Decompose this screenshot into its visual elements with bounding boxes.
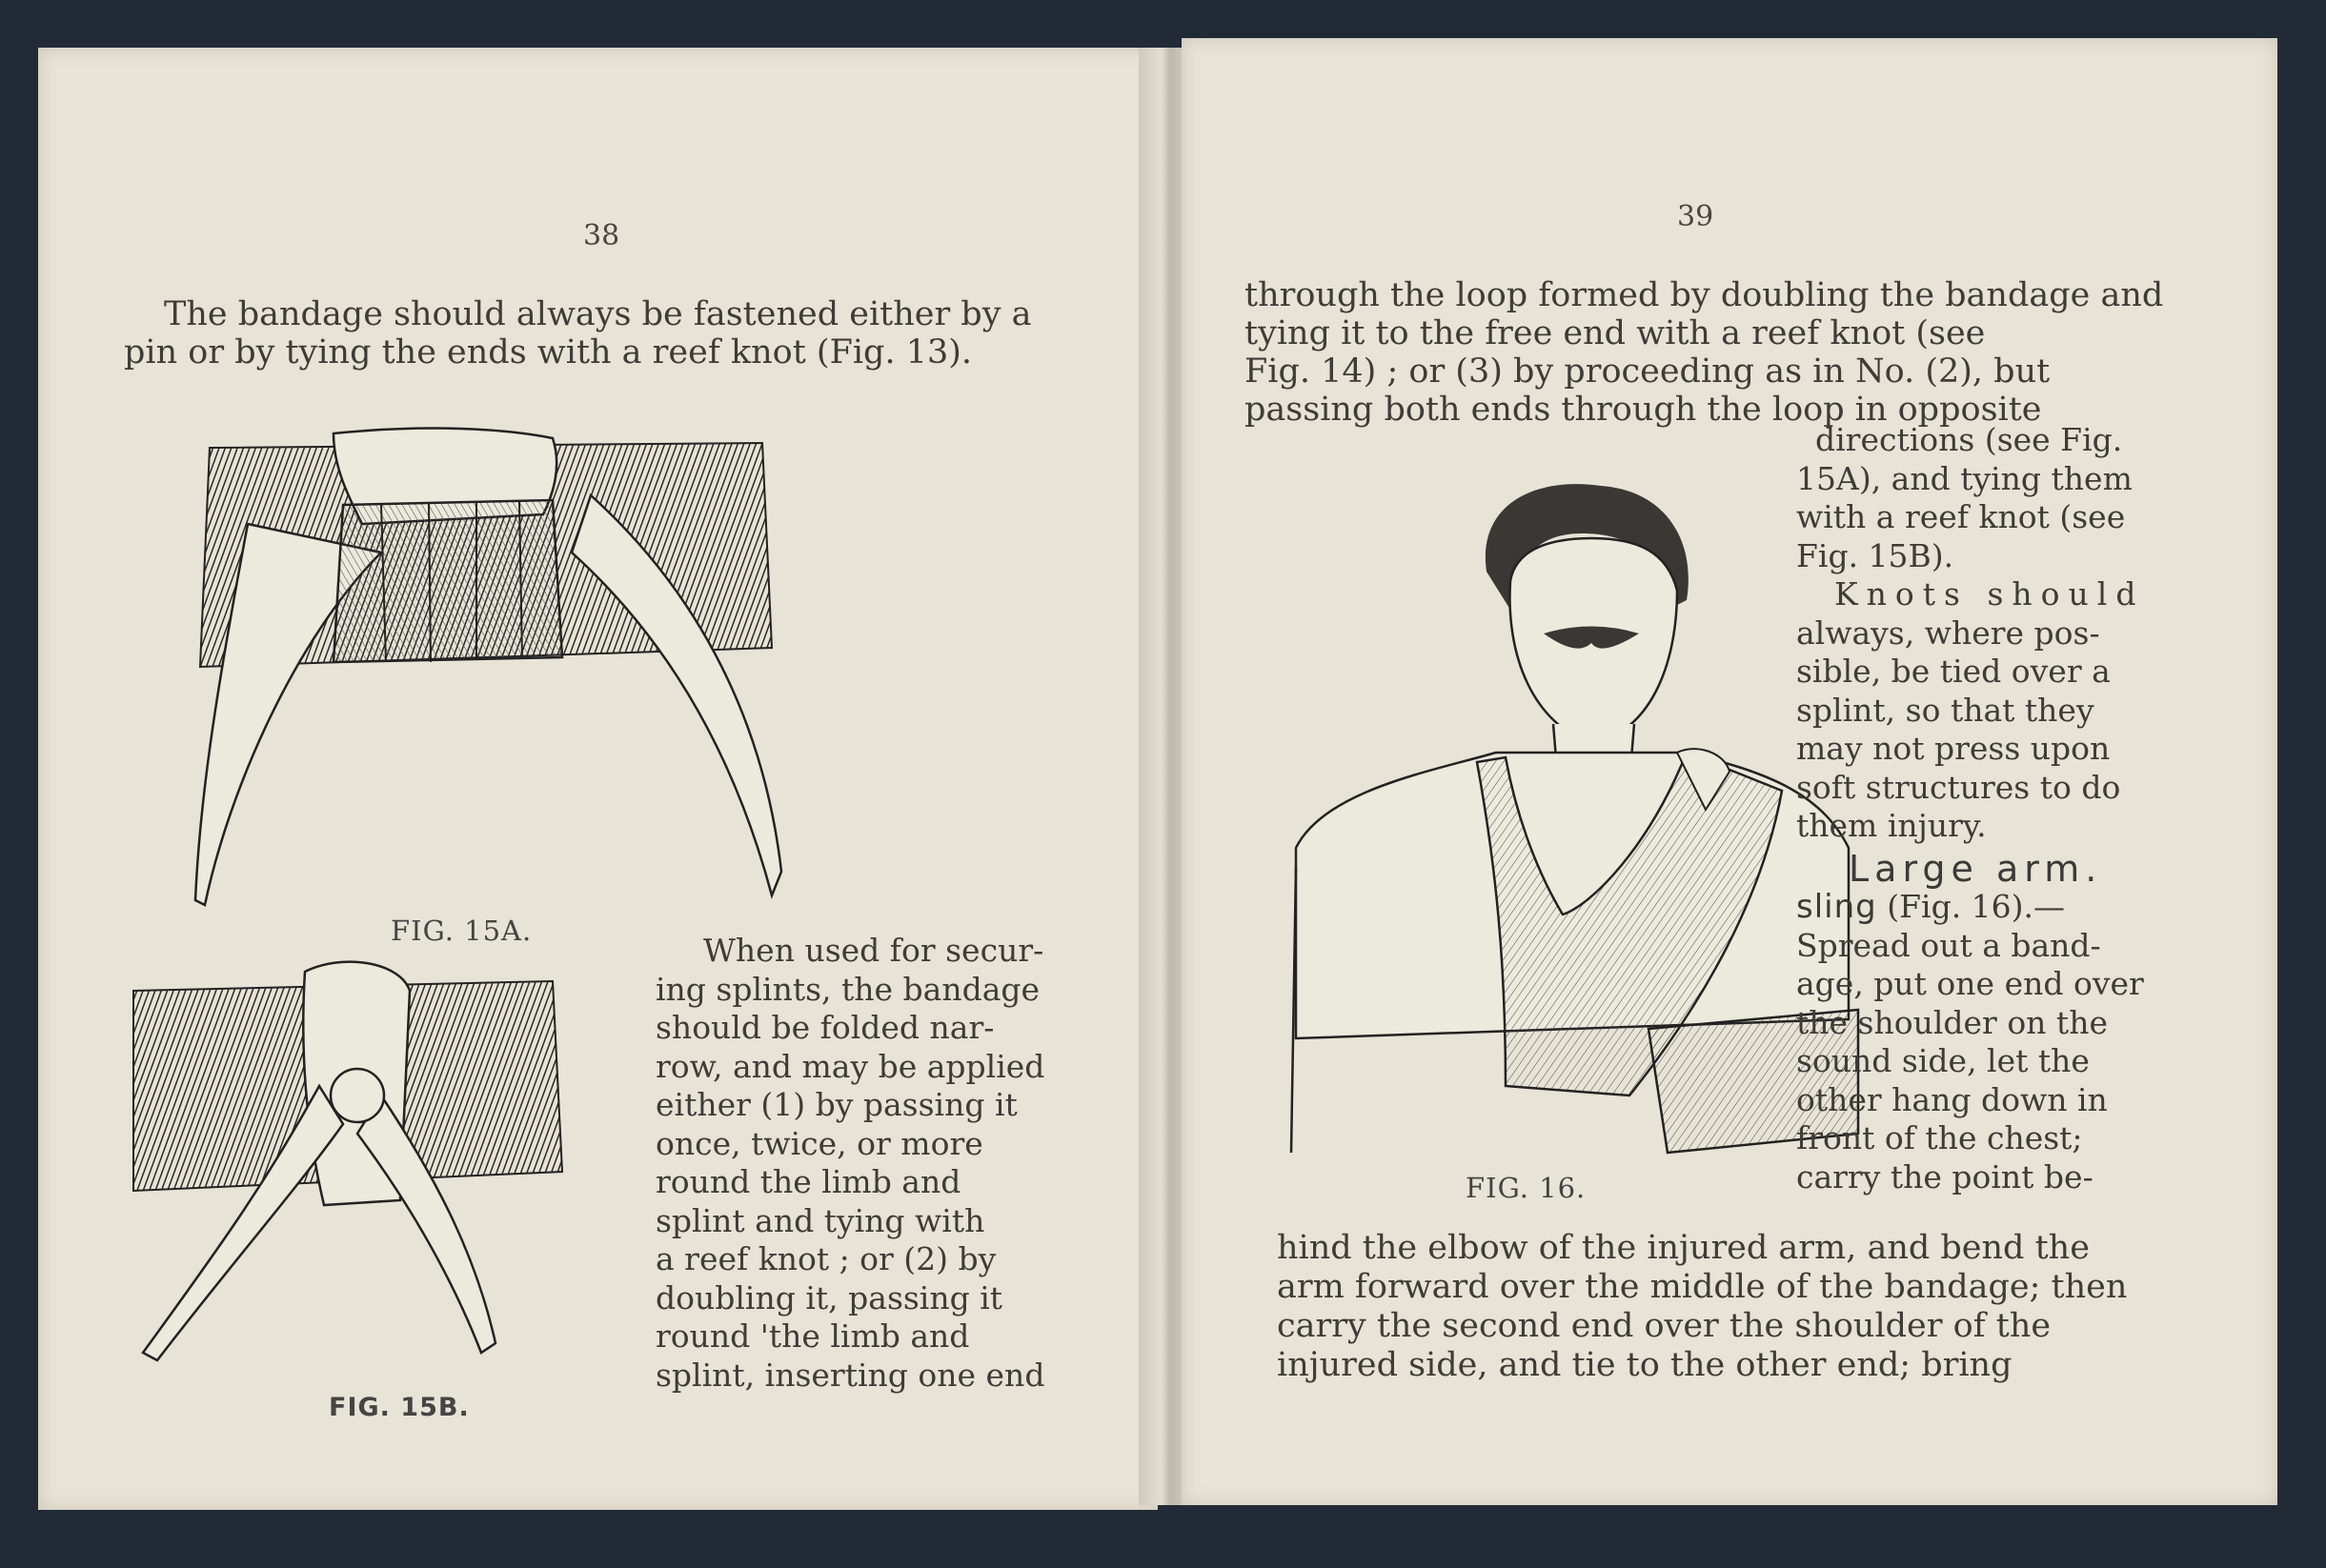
top-line: Fig. 14) ; or (3) by proceeding as in No. (2), but bbox=[1244, 352, 2051, 391]
column-line: splint and tying with bbox=[656, 1201, 985, 1239]
column-line: Fig. 15B). bbox=[1796, 536, 1954, 574]
column-line: either (1) by passing it bbox=[656, 1086, 1018, 1123]
sling-line: age, put one end over bbox=[1796, 965, 2144, 1002]
right-bottom-text bbox=[1277, 1229, 2127, 1385]
column-line: with a reef knot (see bbox=[1796, 498, 2126, 535]
column-line: splint, inserting one end bbox=[656, 1356, 1045, 1394]
column-line: round 'the limb and bbox=[656, 1317, 970, 1355]
left-page-number: 38 bbox=[583, 219, 620, 252]
sling-heading: Large arm. bbox=[1849, 847, 2103, 890]
column-line: row, and may be applied bbox=[656, 1047, 1045, 1085]
sling-heading-word: sling bbox=[1796, 888, 1877, 926]
sling-line: the shoulder on the bbox=[1796, 1003, 2108, 1041]
column-line: once, twice, or more bbox=[656, 1124, 983, 1162]
top-line: passing both ends through the loop in opposite bbox=[1244, 391, 2042, 429]
sling-line: sound side, let the bbox=[1796, 1042, 2090, 1079]
knots-line: splint, so that they bbox=[1796, 691, 2094, 729]
sling-line: other hang down in bbox=[1796, 1080, 2108, 1118]
bottom-line: hind the elbow of the injured arm, and bend the bbox=[1277, 1229, 2090, 1267]
bottom-line: carry the second end over the shoulder of the bbox=[1277, 1307, 2052, 1345]
column-line: should be folded nar- bbox=[656, 1009, 995, 1046]
intro-line: The bandage should always be fastened either by a bbox=[164, 295, 1032, 333]
column-line: When used for secur- bbox=[703, 932, 1044, 969]
sling-line: carry the point be- bbox=[1796, 1157, 2093, 1196]
knots-line: may not press upon bbox=[1796, 730, 2111, 767]
knots-line: always, where pos- bbox=[1796, 613, 2100, 652]
right-top-text bbox=[1244, 276, 2163, 429]
fig-15b-caption: FIG. 15B. bbox=[329, 1393, 470, 1422]
left-column-text bbox=[656, 932, 1044, 1395]
knots-line: soft structures to do bbox=[1796, 768, 2121, 806]
sling-heading-ref: (Fig. 16).— bbox=[1887, 888, 2066, 925]
right-column-text bbox=[1796, 421, 2144, 1196]
fig-15a-caption: FIG. 15A. bbox=[391, 915, 533, 947]
right-page-number: 39 bbox=[1677, 200, 1714, 233]
fig-16-caption: FIG. 16. bbox=[1466, 1172, 1587, 1204]
sling-line: Spread out a band- bbox=[1796, 926, 2101, 964]
left-intro-text bbox=[124, 295, 1031, 372]
column-line: ing splints, the bandage bbox=[656, 970, 1041, 1008]
knots-line: them injury. bbox=[1796, 807, 1987, 844]
knots-line: sible, be tied over a bbox=[1796, 653, 2111, 690]
bottom-line: arm forward over the middle of the bandage; then bbox=[1277, 1268, 2128, 1306]
column-line: doubling it, passing it bbox=[656, 1278, 1003, 1317]
bottom-line: injured side, and tie to the other end; bring bbox=[1277, 1346, 2012, 1384]
sling-line: front of the chest; bbox=[1796, 1119, 2083, 1156]
top-line: tying it to the free end with a reef knot (see bbox=[1244, 314, 1986, 352]
column-line: directions (see Fig. bbox=[1815, 421, 2123, 458]
left-page bbox=[38, 48, 1158, 1510]
sling-heading-line bbox=[1796, 888, 2144, 927]
right-page bbox=[1182, 38, 2277, 1505]
column-line: round the limb and bbox=[656, 1163, 961, 1200]
fig-15b-illustration bbox=[114, 934, 572, 1381]
top-line: through the loop formed by doubling the bandage and bbox=[1244, 276, 2164, 314]
column-line: a reef knot ; or (2) by bbox=[656, 1240, 997, 1277]
fig-15a-illustration bbox=[191, 391, 953, 924]
intro-line: pin or by tying the ends with a reef knot (Fig. 13). bbox=[124, 333, 973, 372]
column-line: 15A), and tying them bbox=[1796, 459, 2133, 497]
knots-heading: Knots should bbox=[1834, 575, 2145, 613]
